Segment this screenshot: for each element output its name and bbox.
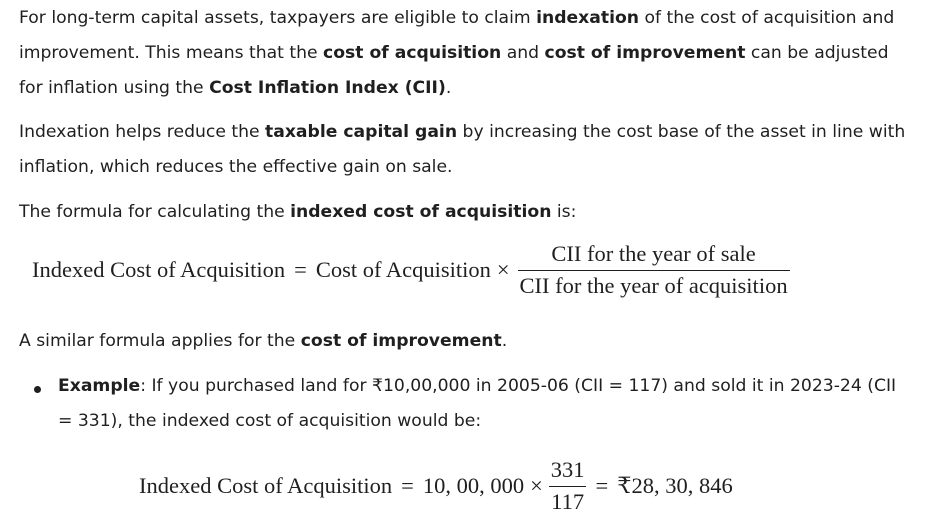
fraction-numerator: 331 (550, 457, 585, 482)
bold-text: taxable capital gain (265, 122, 458, 142)
paragraph-indexation-benefit (19, 115, 908, 185)
formula-result: ₹28, 30, 846 (617, 473, 733, 498)
bold-text: cost of improvement (300, 331, 502, 351)
formula-lhs: Indexed Cost of Acquisition (32, 257, 286, 282)
text: A similar formula applies for the (19, 331, 301, 351)
text: For long-term capital assets, taxpayers are eligible to claim (19, 8, 537, 28)
text: of the cost of acquisition and improvement. This means that the (19, 8, 895, 63)
list-item-example (58, 369, 908, 439)
bold-text: Cost Inflation Index (CII) (209, 78, 446, 98)
text: Indexation helps reduce the (19, 122, 266, 142)
bold-text: indexed cost of acquisition (290, 202, 552, 222)
text: by increasing the cost base of the asset in line with inflation, which reduces the effective gain on sale. (19, 122, 906, 177)
formula-fraction (518, 241, 790, 299)
text: The formula for calculating the (19, 202, 291, 222)
times-sign: × (530, 473, 543, 498)
text: . (445, 78, 452, 98)
text: : If you purchased land for ₹10,00,000 in 2005-06 (CII = 117) and sold it in 2023-24 (CII = 331), the indexed cost of acquisition would be: (58, 376, 897, 431)
fraction-denominator: 117 (549, 486, 586, 515)
fraction-denominator: CII for the year of acquisition (518, 270, 790, 299)
fraction-numerator: CII for the year of sale (551, 241, 756, 266)
text: can be adjusted for inflation using the (19, 43, 889, 98)
text: and (501, 43, 545, 63)
bold-text: cost of improvement (544, 43, 746, 63)
example-fraction (549, 457, 587, 515)
equals-sign: = (595, 473, 609, 498)
formula-term: Cost of Acquisition (315, 257, 491, 282)
bold-text: cost of acquisition (323, 43, 502, 63)
example-formula (139, 457, 733, 515)
formula-lhs: Indexed Cost of Acquisition (139, 473, 393, 498)
formula-value: 10, 00, 000 (422, 473, 525, 498)
paragraph-indexation-intro (19, 1, 908, 106)
paragraph-formula-intro (19, 195, 908, 230)
equals-sign: = (294, 257, 307, 282)
bold-text: indexation (536, 8, 640, 28)
times-sign: × (496, 257, 510, 282)
paragraph-improvement-note (19, 324, 908, 359)
bold-text: Example (58, 376, 141, 396)
bullet-icon (34, 386, 41, 393)
indexed-cost-formula (32, 241, 790, 299)
equals-sign: = (401, 473, 414, 498)
text: is: (551, 202, 577, 222)
text: . (501, 331, 508, 351)
